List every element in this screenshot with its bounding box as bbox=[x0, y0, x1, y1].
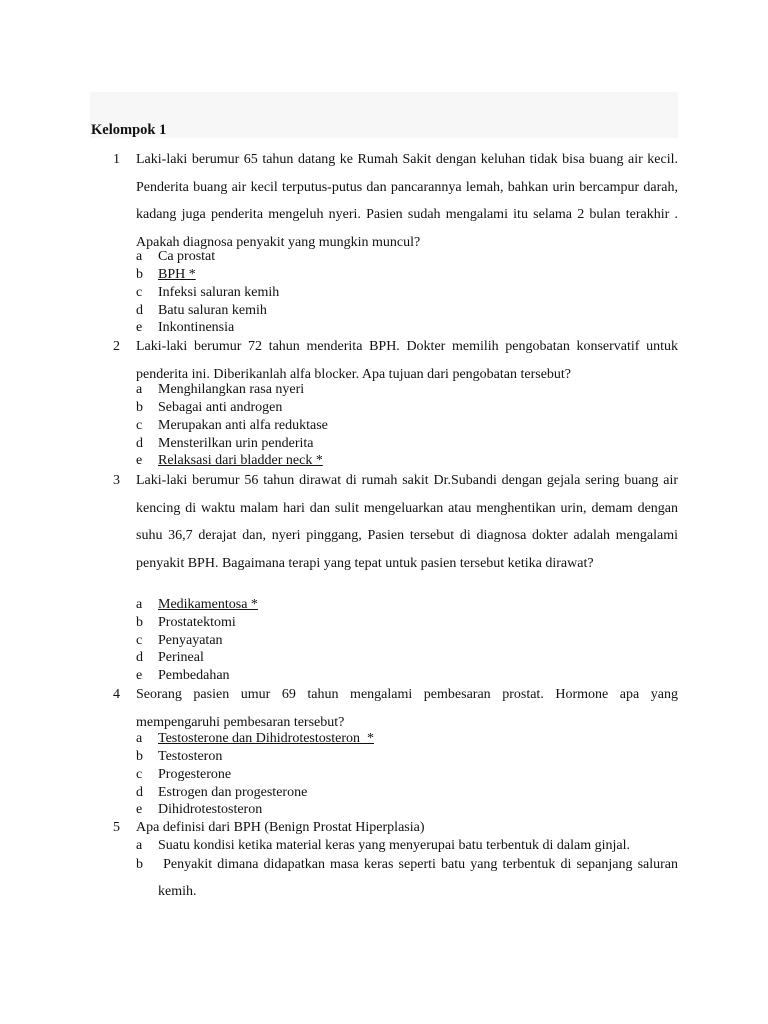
option-d bbox=[136, 302, 267, 320]
option-letter: a bbox=[136, 382, 143, 397]
option-e bbox=[136, 801, 262, 819]
option-letter: c bbox=[136, 285, 143, 300]
header-band bbox=[90, 92, 678, 138]
option-text: Prostatektomi bbox=[158, 615, 236, 630]
option-text: Penyakit dimana didapatkan masa keras seperti batu yang terbentuk di sepanjang saluran kemih. bbox=[158, 857, 682, 899]
option-text: Estrogen dan progesterone bbox=[158, 785, 308, 800]
option-text: Pembedahan bbox=[158, 668, 230, 683]
option-text: Penyayatan bbox=[158, 633, 223, 648]
option-a bbox=[136, 248, 215, 266]
option-letter: c bbox=[136, 767, 143, 782]
option-d bbox=[136, 649, 204, 667]
option-text: Progesterone bbox=[158, 767, 232, 782]
option-text: Infeksi saluran kemih bbox=[158, 285, 280, 300]
question-text: Laki-laki berumur 65 tahun datang ke Rumah Sakit dengan keluhan tidak bisa buang air kecil. Penderita buang air kecil terputus-putus dan pancarannya lemah, bahkan urin bercampur darah, kadang juga penderita mengeluh nyeri. Pasien sudah mengalami itu selama 2 bulan terakhir . Apakah diagnosa penyakit yang mungkin muncul? bbox=[136, 152, 678, 250]
option-text: Inkontinensia bbox=[158, 320, 235, 335]
page-title: Kelompok 1 bbox=[91, 122, 167, 138]
option-letter: e bbox=[136, 802, 143, 817]
option-text: Testosterone dan Dihidrotestosteron * bbox=[158, 731, 374, 746]
option-letter: c bbox=[136, 633, 143, 648]
question-number: 2 bbox=[113, 339, 120, 354]
option-c bbox=[136, 284, 279, 302]
option-letter: e bbox=[136, 320, 143, 335]
option-b bbox=[136, 748, 222, 766]
option-b bbox=[136, 614, 236, 632]
option-a-answer bbox=[136, 730, 374, 748]
option-letter: b bbox=[136, 749, 143, 764]
option-c bbox=[136, 417, 328, 435]
option-letter: d bbox=[136, 436, 143, 451]
question-text: Laki-laki berumur 56 tahun dirawat di rumah sakit Dr.Subandi dengan gejala sering buang air kencing di waktu malam hari dan sulit mengeluarkan atau menghentikan urin, demam dengan suhu 36,7 derajat dan, nyeri pinggang, Pasien tersebut di diagnosa dokter adalah mengalami penyakit BPH. Bagaimana terapi yang tepat untuk pasien tersebut ketika dirawat? bbox=[136, 473, 678, 571]
option-text: Batu saluran kemih bbox=[158, 303, 267, 318]
question-number: 4 bbox=[113, 687, 120, 702]
option-a-answer bbox=[136, 596, 258, 614]
option-text: BPH * bbox=[158, 267, 196, 282]
question-number: 3 bbox=[113, 473, 120, 488]
question-number: 5 bbox=[113, 820, 120, 835]
option-text: Merupakan anti alfa reduktase bbox=[158, 418, 328, 433]
question-number: 1 bbox=[113, 152, 120, 167]
option-text: Testosteron bbox=[158, 749, 223, 764]
option-text: Relaksasi dari bladder neck * bbox=[158, 453, 323, 468]
option-text: Ca prostat bbox=[158, 249, 216, 264]
option-text: Mensterilkan urin penderita bbox=[158, 436, 314, 451]
option-text: Sebagai anti androgen bbox=[158, 400, 283, 415]
option-c bbox=[136, 766, 231, 784]
option-text: Menghilangkan rasa nyeri bbox=[158, 382, 305, 397]
option-b bbox=[136, 851, 682, 905]
option-text: Medikamentosa * bbox=[158, 597, 258, 612]
option-letter: b bbox=[136, 400, 143, 415]
option-letter: c bbox=[136, 418, 143, 433]
option-letter: a bbox=[136, 838, 143, 853]
question-text: Apa definisi dari BPH (Benign Prostat Hiperplasia) bbox=[136, 820, 425, 835]
option-letter: d bbox=[136, 303, 143, 318]
question-text: Seorang pasien umur 69 tahun mengalami pembesaran prostat. Hormone apa yang mempengaruhi pembesaran tersebut? bbox=[136, 687, 678, 730]
option-d bbox=[136, 435, 314, 453]
option-letter: a bbox=[136, 731, 143, 746]
question-text: Laki-laki berumur 72 tahun menderita BPH. Dokter memilih pengobatan konservatif untuk penderita ini. Diberikanlah alfa blocker. Apa tujuan dari pengobatan tersebut? bbox=[136, 339, 678, 382]
option-text: Perineal bbox=[158, 650, 204, 665]
option-b-answer bbox=[136, 266, 196, 284]
option-a bbox=[136, 381, 304, 399]
option-b bbox=[136, 399, 282, 417]
option-text: Suatu kondisi ketika material keras yang menyerupai batu terbentuk di dalam ginjal. bbox=[158, 838, 630, 853]
option-letter: b bbox=[136, 267, 143, 282]
option-letter: b bbox=[136, 857, 143, 872]
option-letter: d bbox=[136, 650, 143, 665]
option-letter: a bbox=[136, 249, 143, 264]
option-d bbox=[136, 784, 307, 802]
option-letter: a bbox=[136, 597, 143, 612]
option-letter: e bbox=[136, 668, 143, 683]
option-letter: e bbox=[136, 453, 143, 468]
option-text: Dihidrotestosteron bbox=[158, 802, 263, 817]
option-letter: b bbox=[136, 615, 143, 630]
option-c bbox=[136, 632, 223, 650]
option-letter: d bbox=[136, 785, 143, 800]
